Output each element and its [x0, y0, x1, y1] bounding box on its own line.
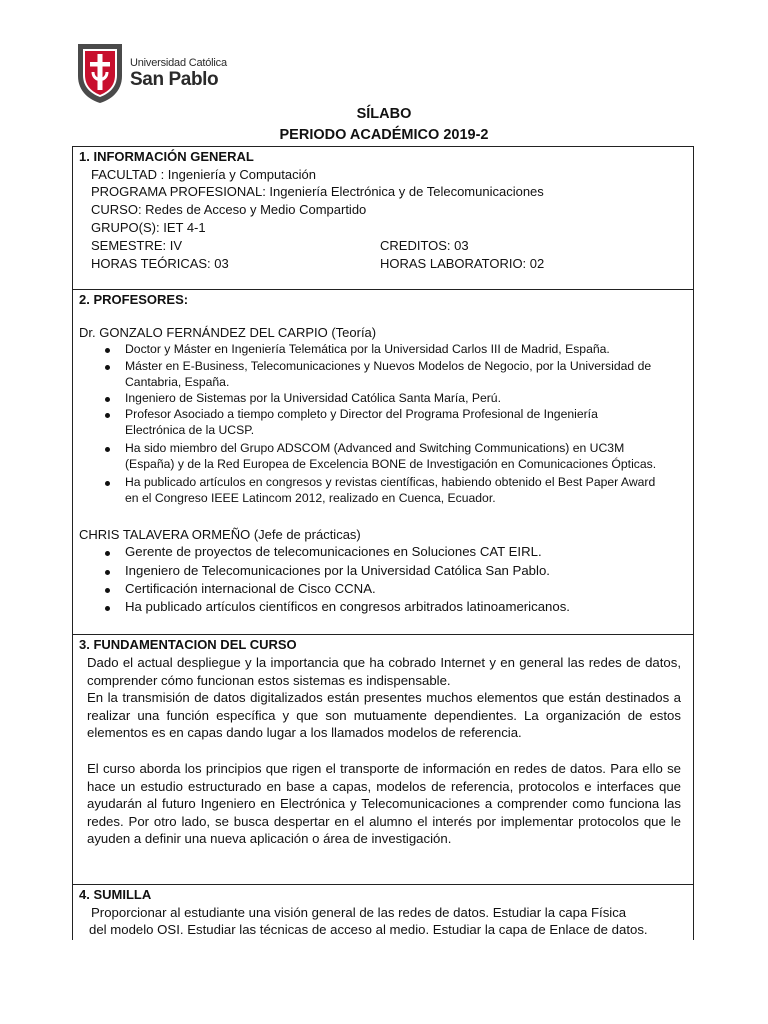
professor-2-item: Gerente de proyectos de telecomunicaciones en Soluciones CAT EIRL.: [125, 544, 542, 559]
faculty-line: FACULTAD : Ingeniería y Computación: [91, 167, 316, 182]
section-summary: [72, 884, 694, 940]
professor-1-item: (España) y de la Red Europea de Excelencia BONE de Investigación en Comunicaciones Ópticas.: [125, 457, 657, 471]
summary-line-2: del modelo OSI. Estudiar las técnicas de acceso al medio. Estudiar la capa de Enlace de datos.: [89, 922, 648, 937]
bullet-icon: [105, 551, 110, 556]
section-1-title: 1. INFORMACIÓN GENERAL: [79, 149, 254, 164]
section-professors: [72, 289, 694, 635]
bullet-icon: [105, 447, 110, 452]
section-fundamentals: [72, 634, 694, 885]
bullet-icon: [105, 397, 110, 402]
shield-logo-icon: [74, 42, 126, 104]
bullet-icon: [105, 413, 110, 418]
professor-1-item: Ha publicado artículos en congresos y revistas científicas, habiendo obtenido el Best Paper Award: [125, 475, 656, 489]
fundamentals-paragraph-3: El curso aborda los principios que rigen el transporte de información en redes de datos. Para ello se hace un estudio estructurado en base a capas, modelos de referencia, protocolos e interfaces que ayudarán al futuro Ingeniero en Electrónica y Telecomunicaciones a comprender como funciona las redes. Por otro lado, se busca despertar en el alumno el interés por implementar protocolos que le ayuden a definir una nueva aplicación o área de investigación.: [87, 761, 681, 847]
professor-2-name: CHRIS TALAVERA ORMEÑO (Jefe de prácticas): [79, 527, 361, 542]
university-name: [130, 58, 227, 89]
bullet-icon: [105, 365, 110, 370]
semester-line: SEMESTRE: IV: [91, 238, 183, 253]
university-name-big: San Pablo: [130, 69, 219, 90]
credits-line: CREDITOS: 03: [380, 238, 469, 253]
program-line: PROGRAMA PROFESIONAL: Ingeniería Electrónica y de Telecomunicaciones: [91, 184, 544, 199]
groups-line: GRUPO(S): IET 4-1: [91, 220, 206, 235]
bullet-icon: [105, 481, 110, 486]
professor-1-item: Cantabria, España.: [125, 375, 230, 389]
fundamentals-paragraph-2: En la transmisión de datos digitalizados están presentes muchos elementos que están destinados a realizar una función específica y que son mutuamente dependientes. La organización de estos elementos es en capas dando lugar a los llamados modelos de referencia.: [87, 690, 681, 741]
section-general-info: [72, 146, 694, 290]
lab-hours-line: HORAS LABORATORIO: 02: [380, 256, 545, 271]
section-4-title: 4. SUMILLA: [79, 887, 152, 902]
professor-1-name: Dr. GONZALO FERNÁNDEZ DEL CARPIO (Teoría): [79, 325, 377, 340]
fundamentals-paragraph-1: Dado el actual despliegue y la importancia que ha cobrado Internet y en general las redes de datos, comprender cómo funcionan estos sistemas es indispensable.: [87, 655, 681, 688]
bullet-icon: [105, 588, 110, 593]
professor-2-item: Ingeniero de Telecomunicaciones por la Universidad Católica San Pablo.: [125, 563, 550, 578]
university-name-small: Universidad Católica: [130, 57, 227, 69]
bullet-icon: [105, 348, 110, 353]
professor-1-item: en el Congreso IEEE Latincom 2012, realizado en Cuenca, Ecuador.: [125, 491, 496, 505]
theory-hours-line: HORAS TEÓRICAS: 03: [91, 256, 229, 271]
professor-1-item: Electrónica de la UCSP.: [125, 423, 255, 437]
section-3-title: 3. FUNDAMENTACION DEL CURSO: [79, 637, 297, 652]
summary-line-1: Proporcionar al estudiante una visión general de las redes de datos. Estudiar la capa Física: [91, 905, 627, 920]
professor-1-item: Profesor Asociado a tiempo completo y Director del Programa Profesional de Ingeniería: [125, 407, 598, 421]
professor-1-item: Ha sido miembro del Grupo ADSCOM (Advanced and Switching Communications) en UC3M: [125, 441, 625, 455]
bullet-icon: [105, 570, 110, 575]
document-subtitle: PERIODO ACADÉMICO 2019-2: [279, 127, 489, 143]
professor-2-item: Ha publicado artículos científicos en congresos arbitrados latinoamericanos.: [125, 599, 570, 614]
section-2-title: 2. PROFESORES:: [79, 292, 189, 307]
professor-1-item: Ingeniero de Sistemas por la Universidad Católica Santa María, Perú.: [125, 391, 501, 405]
document-title: SÍLABO: [356, 106, 412, 122]
professor-2-item: Certificación internacional de Cisco CCNA.: [125, 581, 376, 596]
course-line: CURSO: Redes de Acceso y Medio Compartido: [91, 202, 367, 217]
professor-1-item: Máster en E-Business, Telecomunicaciones y Nuevos Modelos de Negocio, por la Universidad de: [125, 359, 652, 373]
professor-1-item: Doctor y Máster en Ingeniería Telemática por la Universidad Carlos III de Madrid, España.: [125, 342, 610, 356]
bullet-icon: [105, 606, 110, 611]
